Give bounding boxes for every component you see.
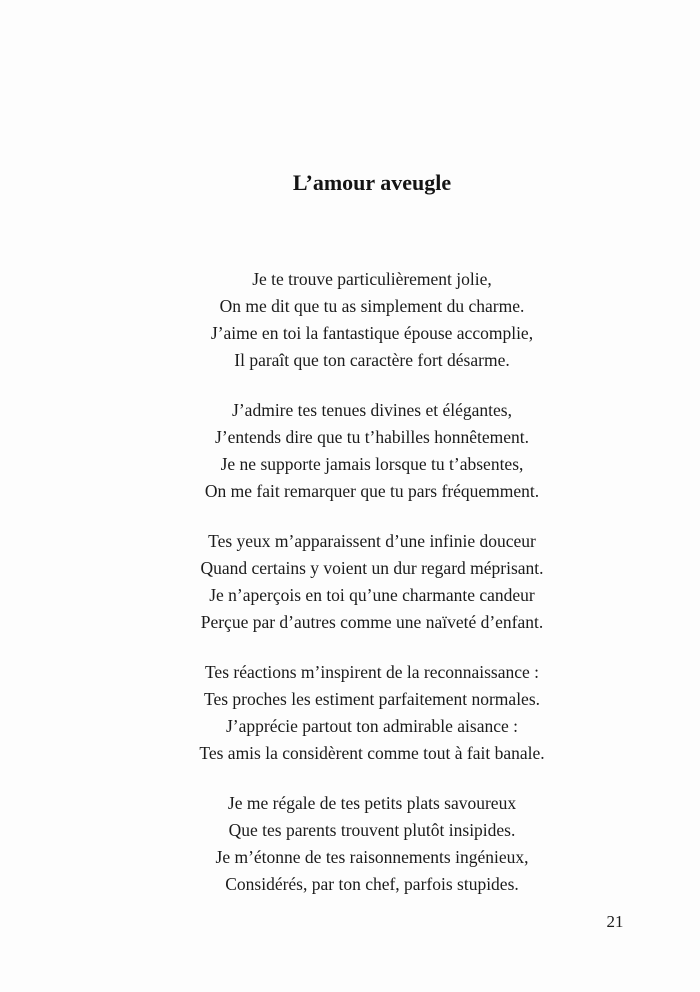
poem-line: Considérés, par ton chef, parfois stupides. — [225, 874, 519, 894]
poem-line: Je ne supporte jamais lorsque tu t’absentes, — [220, 454, 524, 474]
poem-line: Que tes parents trouvent plutôt insipides. — [228, 820, 516, 840]
poem-line: J’aime en toi la fantastique épouse accomplie, — [210, 323, 534, 343]
stanza-4 — [44, 659, 700, 767]
poem-title: L’amour aveugle — [292, 170, 452, 195]
poem-line: Quand certains y voient un dur regard méprisant. — [200, 558, 544, 578]
page-number: 21 — [606, 912, 624, 931]
poem-line: Je te trouve particulièrement jolie, — [252, 269, 492, 289]
poem-line: Je m’étonne de tes raisonnements ingénieux, — [215, 847, 529, 867]
poem-line: Je n’aperçois en toi qu’une charmante candeur — [209, 585, 535, 605]
poem-body — [44, 266, 700, 898]
poem-line: Tes amis la considèrent comme tout à fait banale. — [199, 743, 545, 763]
poem-line: Tes réactions m’inspirent de la reconnaissance : — [204, 662, 540, 682]
stanza-3 — [44, 528, 700, 636]
poem-line: Perçue par d’autres comme une naïveté d’enfant. — [200, 612, 544, 632]
stanza-5 — [44, 790, 700, 898]
poem-line: Je me régale de tes petits plats savoureux — [227, 793, 517, 813]
stanza-1 — [44, 266, 700, 374]
poem-line: On me fait remarquer que tu pars fréquemment. — [204, 481, 540, 501]
poem-line: J’entends dire que tu t’habilles honnêtement. — [215, 427, 529, 447]
poem-line: On me dit que tu as simplement du charme. — [219, 296, 525, 316]
poem-line: Il paraît que ton caractère fort désarme. — [234, 350, 510, 370]
poem-line: Tes proches les estiment parfaitement normales. — [203, 689, 541, 709]
stanza-2 — [44, 397, 700, 505]
poem-line: J’apprécie partout ton admirable aisance : — [225, 716, 519, 736]
poem-line: J’admire tes tenues divines et élégantes, — [232, 400, 512, 420]
poem-line: Tes yeux m’apparaissent d’une infinie douceur — [208, 531, 536, 551]
